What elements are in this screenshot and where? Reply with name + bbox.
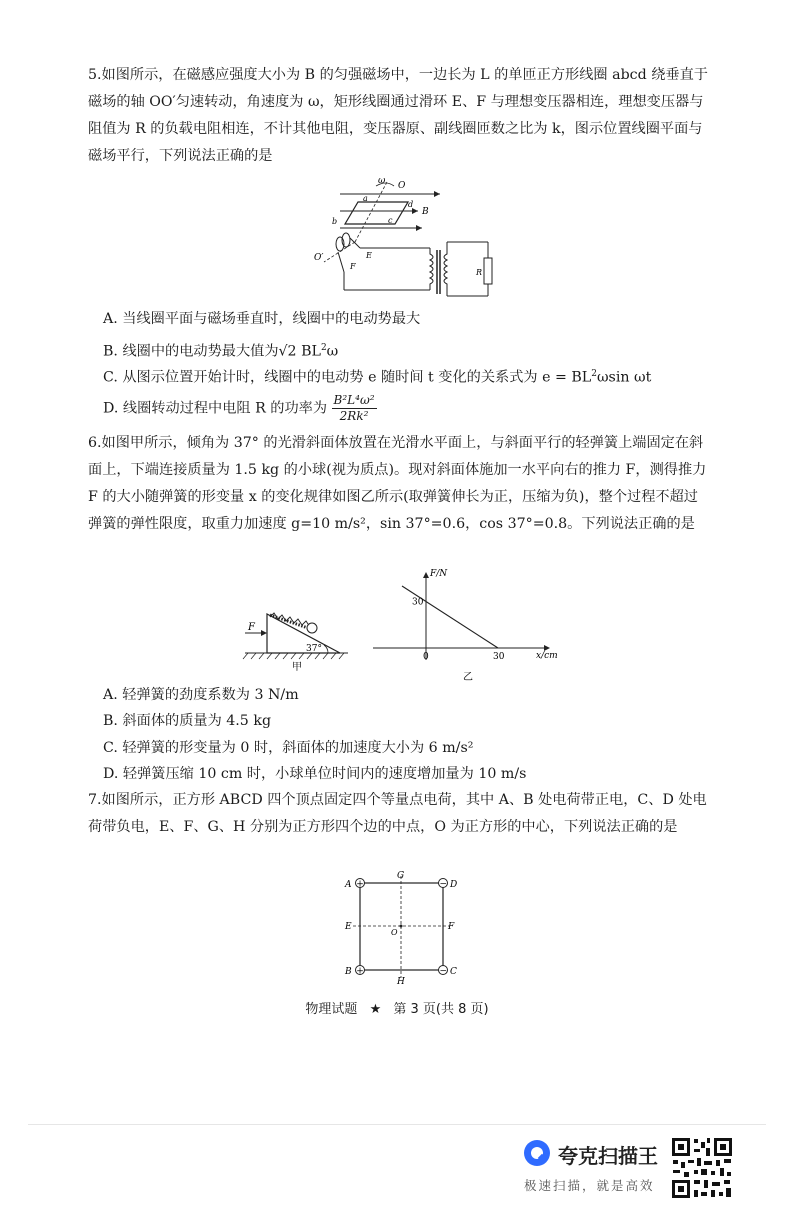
q5-figure (300, 172, 500, 302)
q5-option-b-sup: 2 (320, 343, 327, 353)
q5-option-d-text: D. 线圈转动过程中电阻 R 的功率为 (103, 400, 328, 417)
quark-logo-icon (522, 1138, 552, 1168)
caption-jia: 甲 (292, 662, 302, 672)
q6-figure-jia (240, 592, 355, 672)
footer-page: 第 3 页(共 8 页) (393, 1002, 489, 1017)
page-footer (0, 998, 794, 1017)
charge-plus-A: + (356, 879, 364, 890)
q5-option-b (103, 337, 338, 363)
footer-subject: 物理试题 (305, 1002, 358, 1017)
chart-x-tick-30: 30 (493, 652, 505, 662)
label-omega: ω (378, 176, 386, 186)
q7-figure (340, 868, 465, 986)
q5-option-a: A. 当线圈平面与磁场垂直时，线圈中的电动势最大 (103, 311, 421, 327)
label-F: F (350, 262, 356, 271)
charge-minus-C: − (439, 966, 448, 977)
label-C: C (450, 967, 457, 977)
qr-code-icon (670, 1136, 734, 1200)
label-O-prime: O′ (314, 253, 324, 263)
q6-chart-yi (368, 562, 558, 684)
label-B: B (345, 967, 352, 977)
question-6-text: 6.如图甲所示，倾角为 37° 的光滑斜面体放置在光滑水平面上，与斜面平行的轻弹簧上端固定在斜面上，下端连接质量为 1.5 kg 的小球(视为质点)。现对斜面体施加一水平向右的推力 F，测得推力 F 的大小随弹簧的形变量 x 的变化规律如图乙所示(取弹簧伸长为正，压缩为负)，整个过程不超过弹簧的弹性限度，取重力加速度 g=10 m/s²，sin 37°=0.6，cos 37°=0.8。下列说法正确的是 (88, 435, 707, 532)
q5-option-c-post: ωsin ωt (596, 369, 652, 386)
chart-y-tick-30: 30 (412, 597, 424, 608)
chart-ylabel: F/N (430, 569, 448, 579)
q5-option-b-post: ω (326, 343, 339, 360)
label-E: E (366, 251, 372, 260)
chart-xlabel: x/cm (536, 651, 558, 661)
caption-yi: 乙 (463, 672, 473, 683)
label-B: B (422, 207, 429, 217)
label-H: H (397, 977, 405, 986)
q5-option-d (103, 393, 377, 424)
label-O: O (398, 181, 406, 191)
label-b: b (332, 217, 338, 226)
divider (28, 1124, 766, 1125)
chart-series-line (402, 586, 498, 648)
chart-origin: 0 (423, 652, 429, 662)
label-d: d (408, 200, 414, 209)
q5-option-b-text: B. 线圈中的电动势最大值为√2 BL (103, 343, 321, 360)
charge-plus-B: + (356, 966, 364, 977)
label-R: R (476, 268, 483, 277)
q5-option-d-fraction (332, 393, 377, 424)
brand-tagline: 极速扫描，就是高效 (524, 1178, 655, 1193)
label-F: F (448, 922, 455, 932)
q6-option-a: A. 轻弹簧的劲度系数为 3 N/m (103, 687, 299, 703)
fraction-numerator: B²L⁴ω² (333, 393, 375, 407)
chart-y-axis-arrow (423, 572, 429, 578)
brand-name: 夸克扫描王 (558, 1144, 658, 1168)
label-A: A (345, 880, 352, 890)
label-angle: 37° (306, 644, 322, 654)
label-O: O (391, 928, 398, 937)
footer-star: ★ (369, 1002, 382, 1017)
label-G: G (397, 871, 405, 881)
label-E: E (345, 922, 352, 932)
fraction-denominator: 2Rk² (339, 409, 369, 423)
q6-option-d: D. 轻弹簧压缩 10 cm 时，小球单位时间内的速度增加量为 10 m/s (103, 766, 527, 782)
label-c: c (388, 216, 393, 225)
label-force-F: F (248, 622, 255, 633)
charge-minus-D: − (439, 879, 448, 890)
question-7-text: 7.如图所示，正方形 ABCD 四个顶点固定四个等量点电荷，其中 A、B 处电荷带正电，C、D 处电荷带负电，E、F、G、H 分别为正方形四个边的中点，O 为正方形的中心，下列说法正确的是 (88, 792, 707, 835)
q5-option-c-text: C. 从图示位置开始计时，线圈中的电动势 e 随时间 t 变化的关系式为 e = BL (103, 369, 592, 386)
q6-option-c: C. 轻弹簧的形变量为 0 时，斜面体的加速度大小为 6 m/s² (103, 740, 474, 756)
q6-option-b: B. 斜面体的质量为 4.5 kg (103, 713, 272, 729)
label-D: D (450, 880, 458, 890)
q5-option-c-sup: 2 (591, 369, 597, 379)
q5-option-c (103, 363, 651, 389)
question-5-text: 5.如图所示，在磁感应强度大小为 B 的匀强磁场中，一边长为 L 的单匝正方形线圈 abcd 绕垂直于磁场的轴 OO′匀速转动，角速度为 ω，矩形线圈通过滑环 E、F 与理想变压器相连，理想变压器与阻值为 R 的负载电阻相连，不计其他电阻，变压器原、副线圈匝数之比为 k，图示位置线圈平面与磁场平行，下列说法正确的是 (88, 67, 708, 164)
label-a: a (363, 194, 368, 203)
